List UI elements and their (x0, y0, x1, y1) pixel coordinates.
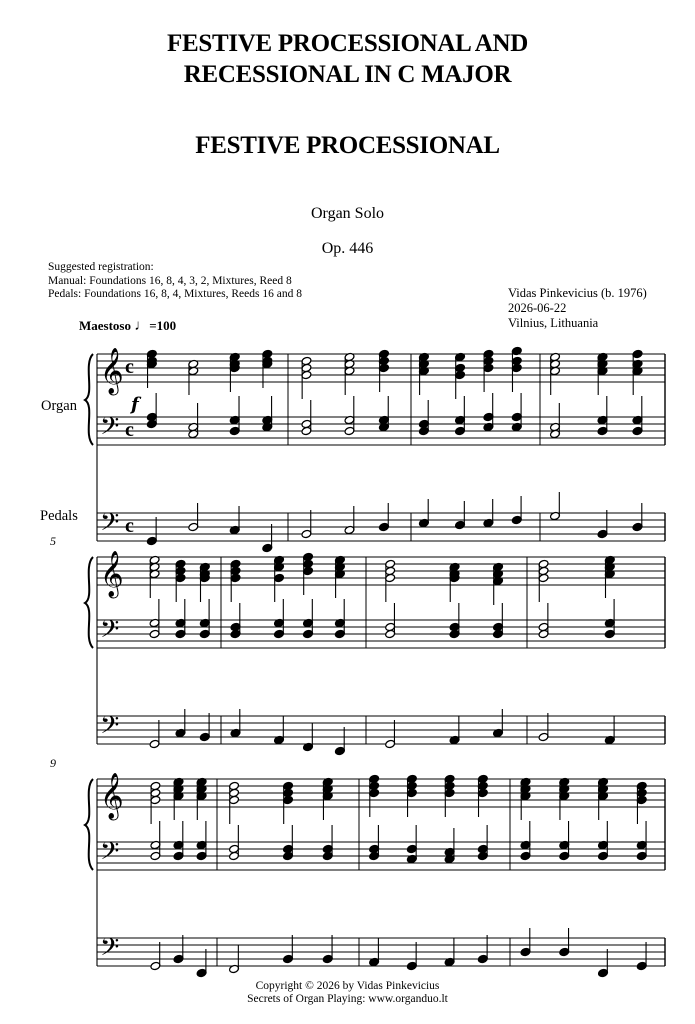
time-signature: c (125, 419, 134, 441)
bar-number-9: 9 (50, 756, 56, 770)
grand-staff-brace (85, 557, 93, 648)
bass-clef-icon: 𝄢 (100, 508, 120, 543)
time-signature: c (125, 515, 134, 537)
instrument-line: Organ Solo (310, 205, 385, 222)
footer (0, 980, 695, 1006)
quarter-note-icon: ♩ (134, 318, 150, 334)
treble-clef-icon: 𝄞 (100, 348, 124, 394)
bass-clef-icon: 𝄢 (100, 711, 120, 746)
composition-date: 2026-06-22 (508, 301, 567, 315)
piece-title: FESTIVE PROCESSIONAL (195, 132, 500, 159)
registration-pedals: Pedals: Foundations 16, 8, 4, Mixtures, Reeds 16 and 8 (48, 288, 302, 300)
grand-staff-brace (85, 354, 93, 445)
dynamic-forte: f (131, 394, 139, 415)
bass-clef-icon: 𝄢 (100, 412, 120, 447)
pedals-label: Pedals (40, 508, 78, 524)
tempo-value: =100 (149, 318, 177, 333)
grand-staff-brace (85, 779, 93, 870)
bar-number-5: 5 (50, 534, 56, 548)
treble-clef-icon: 𝄞 (100, 551, 124, 597)
website-text: Secrets of Organ Playing: www.organduo.lt (247, 993, 448, 1005)
organ-label: Organ (41, 398, 77, 414)
bass-clef-icon: 𝄢 (100, 933, 120, 968)
time-signature: c (125, 356, 134, 378)
copyright-text: Copyright © 2026 by Vidas Pinkevicius (255, 980, 440, 992)
registration-heading: Suggested registration: (48, 261, 154, 273)
title-line-1: FESTIVE PROCESSIONAL AND (167, 30, 528, 57)
composer-name: Vidas Pinkevicius (b. 1976) (508, 286, 647, 300)
registration-manual: Manual: Foundations 16, 8, 4, 3, 2, Mixtures, Reed 8 (48, 274, 292, 287)
bass-clef-icon: 𝄢 (100, 615, 120, 650)
bass-clef-icon: 𝄢 (100, 837, 120, 872)
composition-place: Vilnius, Lithuania (508, 316, 599, 330)
treble-clef-icon: 𝄞 (100, 773, 124, 819)
tempo-text: Maestoso (79, 318, 131, 333)
title-line-2: RECESSIONAL IN C MAJOR (183, 61, 512, 88)
opus-line: Op. 446 (321, 240, 374, 257)
